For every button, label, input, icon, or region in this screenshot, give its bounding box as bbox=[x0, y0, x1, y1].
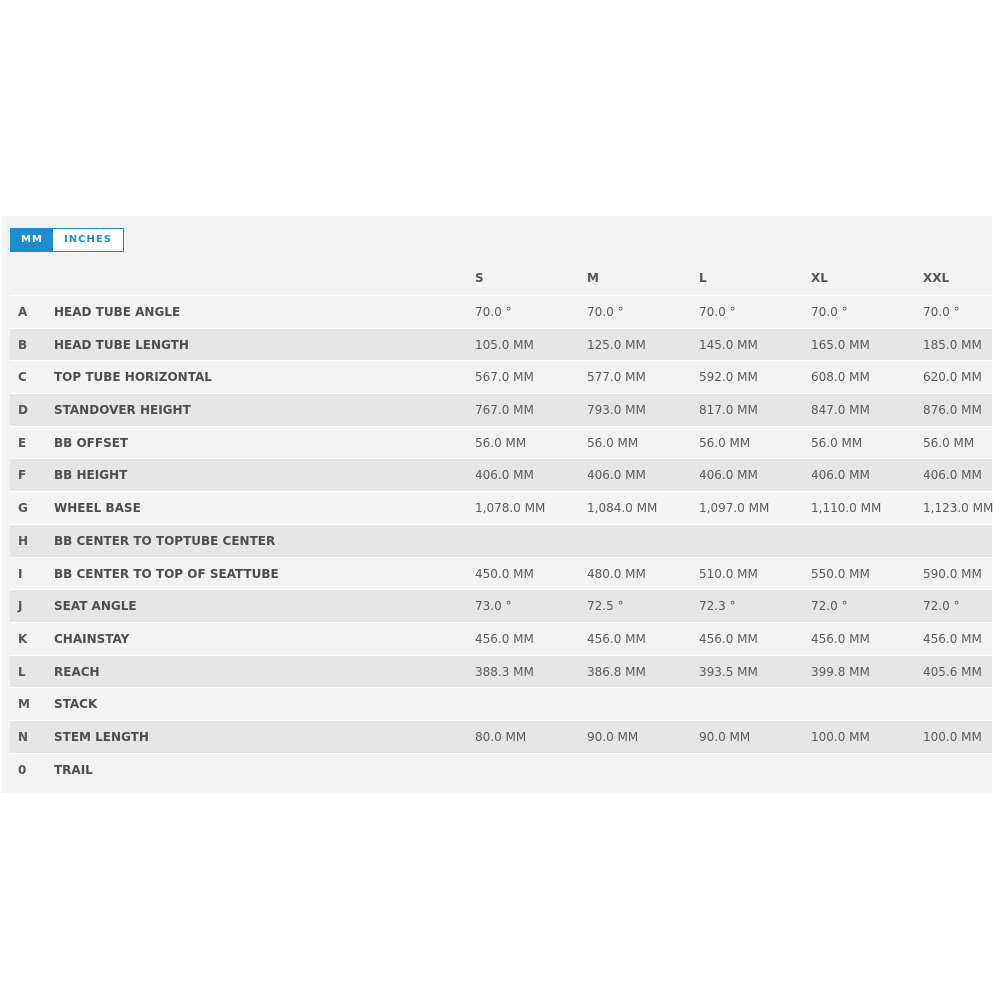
row-value: 406.0 MM bbox=[699, 468, 758, 483]
geometry-panel bbox=[2, 216, 992, 793]
row-value: 72.5 ° bbox=[587, 599, 624, 614]
row-value: 590.0 MM bbox=[923, 566, 982, 581]
row-label: BB HEIGHT bbox=[54, 468, 128, 483]
row-value: 480.0 MM bbox=[587, 566, 646, 581]
unit-toggle bbox=[10, 228, 124, 252]
geometry-table bbox=[10, 262, 992, 785]
row-label: SEAT ANGLE bbox=[54, 599, 137, 614]
column-header-xxl: XXL bbox=[923, 271, 950, 285]
row-value: 90.0 MM bbox=[587, 729, 639, 744]
column-header-l: L bbox=[699, 271, 707, 285]
table-row bbox=[10, 458, 992, 491]
row-value: 1,123.0 MM bbox=[923, 501, 994, 516]
row-letter: E bbox=[18, 435, 27, 450]
row-letter: N bbox=[18, 729, 29, 744]
row-value: 608.0 MM bbox=[811, 370, 870, 385]
row-value: 406.0 MM bbox=[923, 468, 982, 483]
mm-unit-button[interactable]: MM bbox=[11, 229, 53, 251]
row-value: 73.0 ° bbox=[475, 599, 512, 614]
row-value: 405.6 MM bbox=[923, 664, 982, 679]
row-value: 70.0 ° bbox=[699, 305, 736, 319]
table-row bbox=[10, 557, 992, 590]
row-value: 145.0 MM bbox=[699, 337, 758, 352]
row-value: 550.0 MM bbox=[811, 566, 870, 581]
table-row bbox=[10, 687, 992, 720]
row-value: 456.0 MM bbox=[587, 631, 646, 646]
row-letter: D bbox=[18, 403, 28, 418]
row-value: 876.0 MM bbox=[923, 403, 982, 418]
row-value: 388.3 MM bbox=[475, 664, 534, 679]
table-header-row bbox=[10, 262, 992, 295]
inches-unit-button[interactable]: INCHES bbox=[53, 229, 123, 251]
row-value: 105.0 MM bbox=[475, 337, 534, 352]
row-value: 72.3 ° bbox=[699, 599, 736, 614]
row-value: 56.0 MM bbox=[923, 435, 975, 450]
row-value: 386.8 MM bbox=[587, 664, 646, 679]
row-value: 456.0 MM bbox=[811, 631, 870, 646]
row-label: BB CENTER TO TOP OF SEATTUBE bbox=[54, 566, 279, 581]
row-letter: F bbox=[18, 468, 27, 483]
row-letter: A bbox=[18, 305, 28, 319]
row-value: 1,110.0 MM bbox=[811, 501, 882, 516]
row-value: 456.0 MM bbox=[923, 631, 982, 646]
table-row bbox=[10, 328, 992, 361]
row-value: 450.0 MM bbox=[475, 566, 534, 581]
row-letter: G bbox=[18, 501, 28, 516]
row-value: 56.0 MM bbox=[475, 435, 527, 450]
row-label: TOP TUBE HORIZONTAL bbox=[54, 370, 212, 385]
table-row bbox=[10, 622, 992, 655]
row-value: 185.0 MM bbox=[923, 337, 982, 352]
row-value: 165.0 MM bbox=[811, 337, 870, 352]
row-value: 793.0 MM bbox=[587, 403, 646, 418]
row-label: REACH bbox=[54, 664, 100, 679]
row-label: HEAD TUBE LENGTH bbox=[54, 337, 189, 352]
row-value: 767.0 MM bbox=[475, 403, 534, 418]
row-value: 456.0 MM bbox=[475, 631, 534, 646]
row-value: 456.0 MM bbox=[699, 631, 758, 646]
row-letter: L bbox=[18, 664, 26, 679]
column-header-s: S bbox=[475, 271, 484, 285]
row-value: 80.0 MM bbox=[475, 729, 527, 744]
row-letter: B bbox=[18, 337, 28, 352]
row-value: 406.0 MM bbox=[811, 468, 870, 483]
row-label: BB OFFSET bbox=[54, 435, 129, 450]
table-row bbox=[10, 720, 992, 753]
row-value: 125.0 MM bbox=[587, 337, 646, 352]
row-letter: K bbox=[18, 631, 28, 646]
row-value: 817.0 MM bbox=[699, 403, 758, 418]
row-value: 567.0 MM bbox=[475, 370, 534, 385]
row-value: 847.0 MM bbox=[811, 403, 870, 418]
row-letter: H bbox=[18, 533, 29, 548]
row-label: STACK bbox=[54, 697, 98, 712]
row-label: STEM LENGTH bbox=[54, 729, 149, 744]
row-value: 406.0 MM bbox=[475, 468, 534, 483]
table-row bbox=[10, 524, 992, 557]
row-letter: 0 bbox=[18, 762, 27, 777]
row-value: 90.0 MM bbox=[699, 729, 751, 744]
column-header-m: M bbox=[587, 271, 599, 285]
row-value: 56.0 MM bbox=[811, 435, 863, 450]
row-letter: J bbox=[18, 599, 23, 614]
row-value: 592.0 MM bbox=[699, 370, 758, 385]
row-value: 393.5 MM bbox=[699, 664, 758, 679]
table-row bbox=[10, 360, 992, 393]
table-row bbox=[10, 655, 992, 688]
row-value: 72.0 ° bbox=[923, 599, 960, 614]
row-value: 399.8 MM bbox=[811, 664, 870, 679]
row-label: STANDOVER HEIGHT bbox=[54, 403, 191, 418]
row-value: 70.0 ° bbox=[475, 305, 512, 319]
table-row bbox=[10, 295, 992, 328]
row-value: 1,097.0 MM bbox=[699, 501, 770, 516]
row-label: HEAD TUBE ANGLE bbox=[54, 305, 181, 319]
row-value: 70.0 ° bbox=[923, 305, 960, 319]
row-label: BB CENTER TO TOPTUBE CENTER bbox=[54, 533, 276, 548]
column-header-xl: XL bbox=[811, 271, 828, 285]
table-row bbox=[10, 426, 992, 459]
row-value: 406.0 MM bbox=[587, 468, 646, 483]
row-label: WHEEL BASE bbox=[54, 501, 141, 516]
table-row bbox=[10, 753, 992, 786]
table-row bbox=[10, 393, 992, 426]
row-value: 577.0 MM bbox=[587, 370, 646, 385]
row-letter: M bbox=[18, 697, 30, 712]
row-value: 70.0 ° bbox=[811, 305, 848, 319]
row-value: 1,078.0 MM bbox=[475, 501, 546, 516]
row-value: 100.0 MM bbox=[923, 729, 982, 744]
row-label: CHAINSTAY bbox=[54, 631, 130, 646]
row-value: 1,084.0 MM bbox=[587, 501, 658, 516]
row-value: 56.0 MM bbox=[587, 435, 639, 450]
row-value: 70.0 ° bbox=[587, 305, 624, 319]
row-value: 72.0 ° bbox=[811, 599, 848, 614]
row-value: 56.0 MM bbox=[699, 435, 751, 450]
table-row bbox=[10, 589, 992, 622]
row-letter: C bbox=[18, 370, 27, 385]
table-row bbox=[10, 491, 992, 524]
row-letter: I bbox=[18, 566, 23, 581]
row-value: 510.0 MM bbox=[699, 566, 758, 581]
row-value: 100.0 MM bbox=[811, 729, 870, 744]
row-value: 620.0 MM bbox=[923, 370, 982, 385]
row-label: TRAIL bbox=[54, 762, 93, 777]
